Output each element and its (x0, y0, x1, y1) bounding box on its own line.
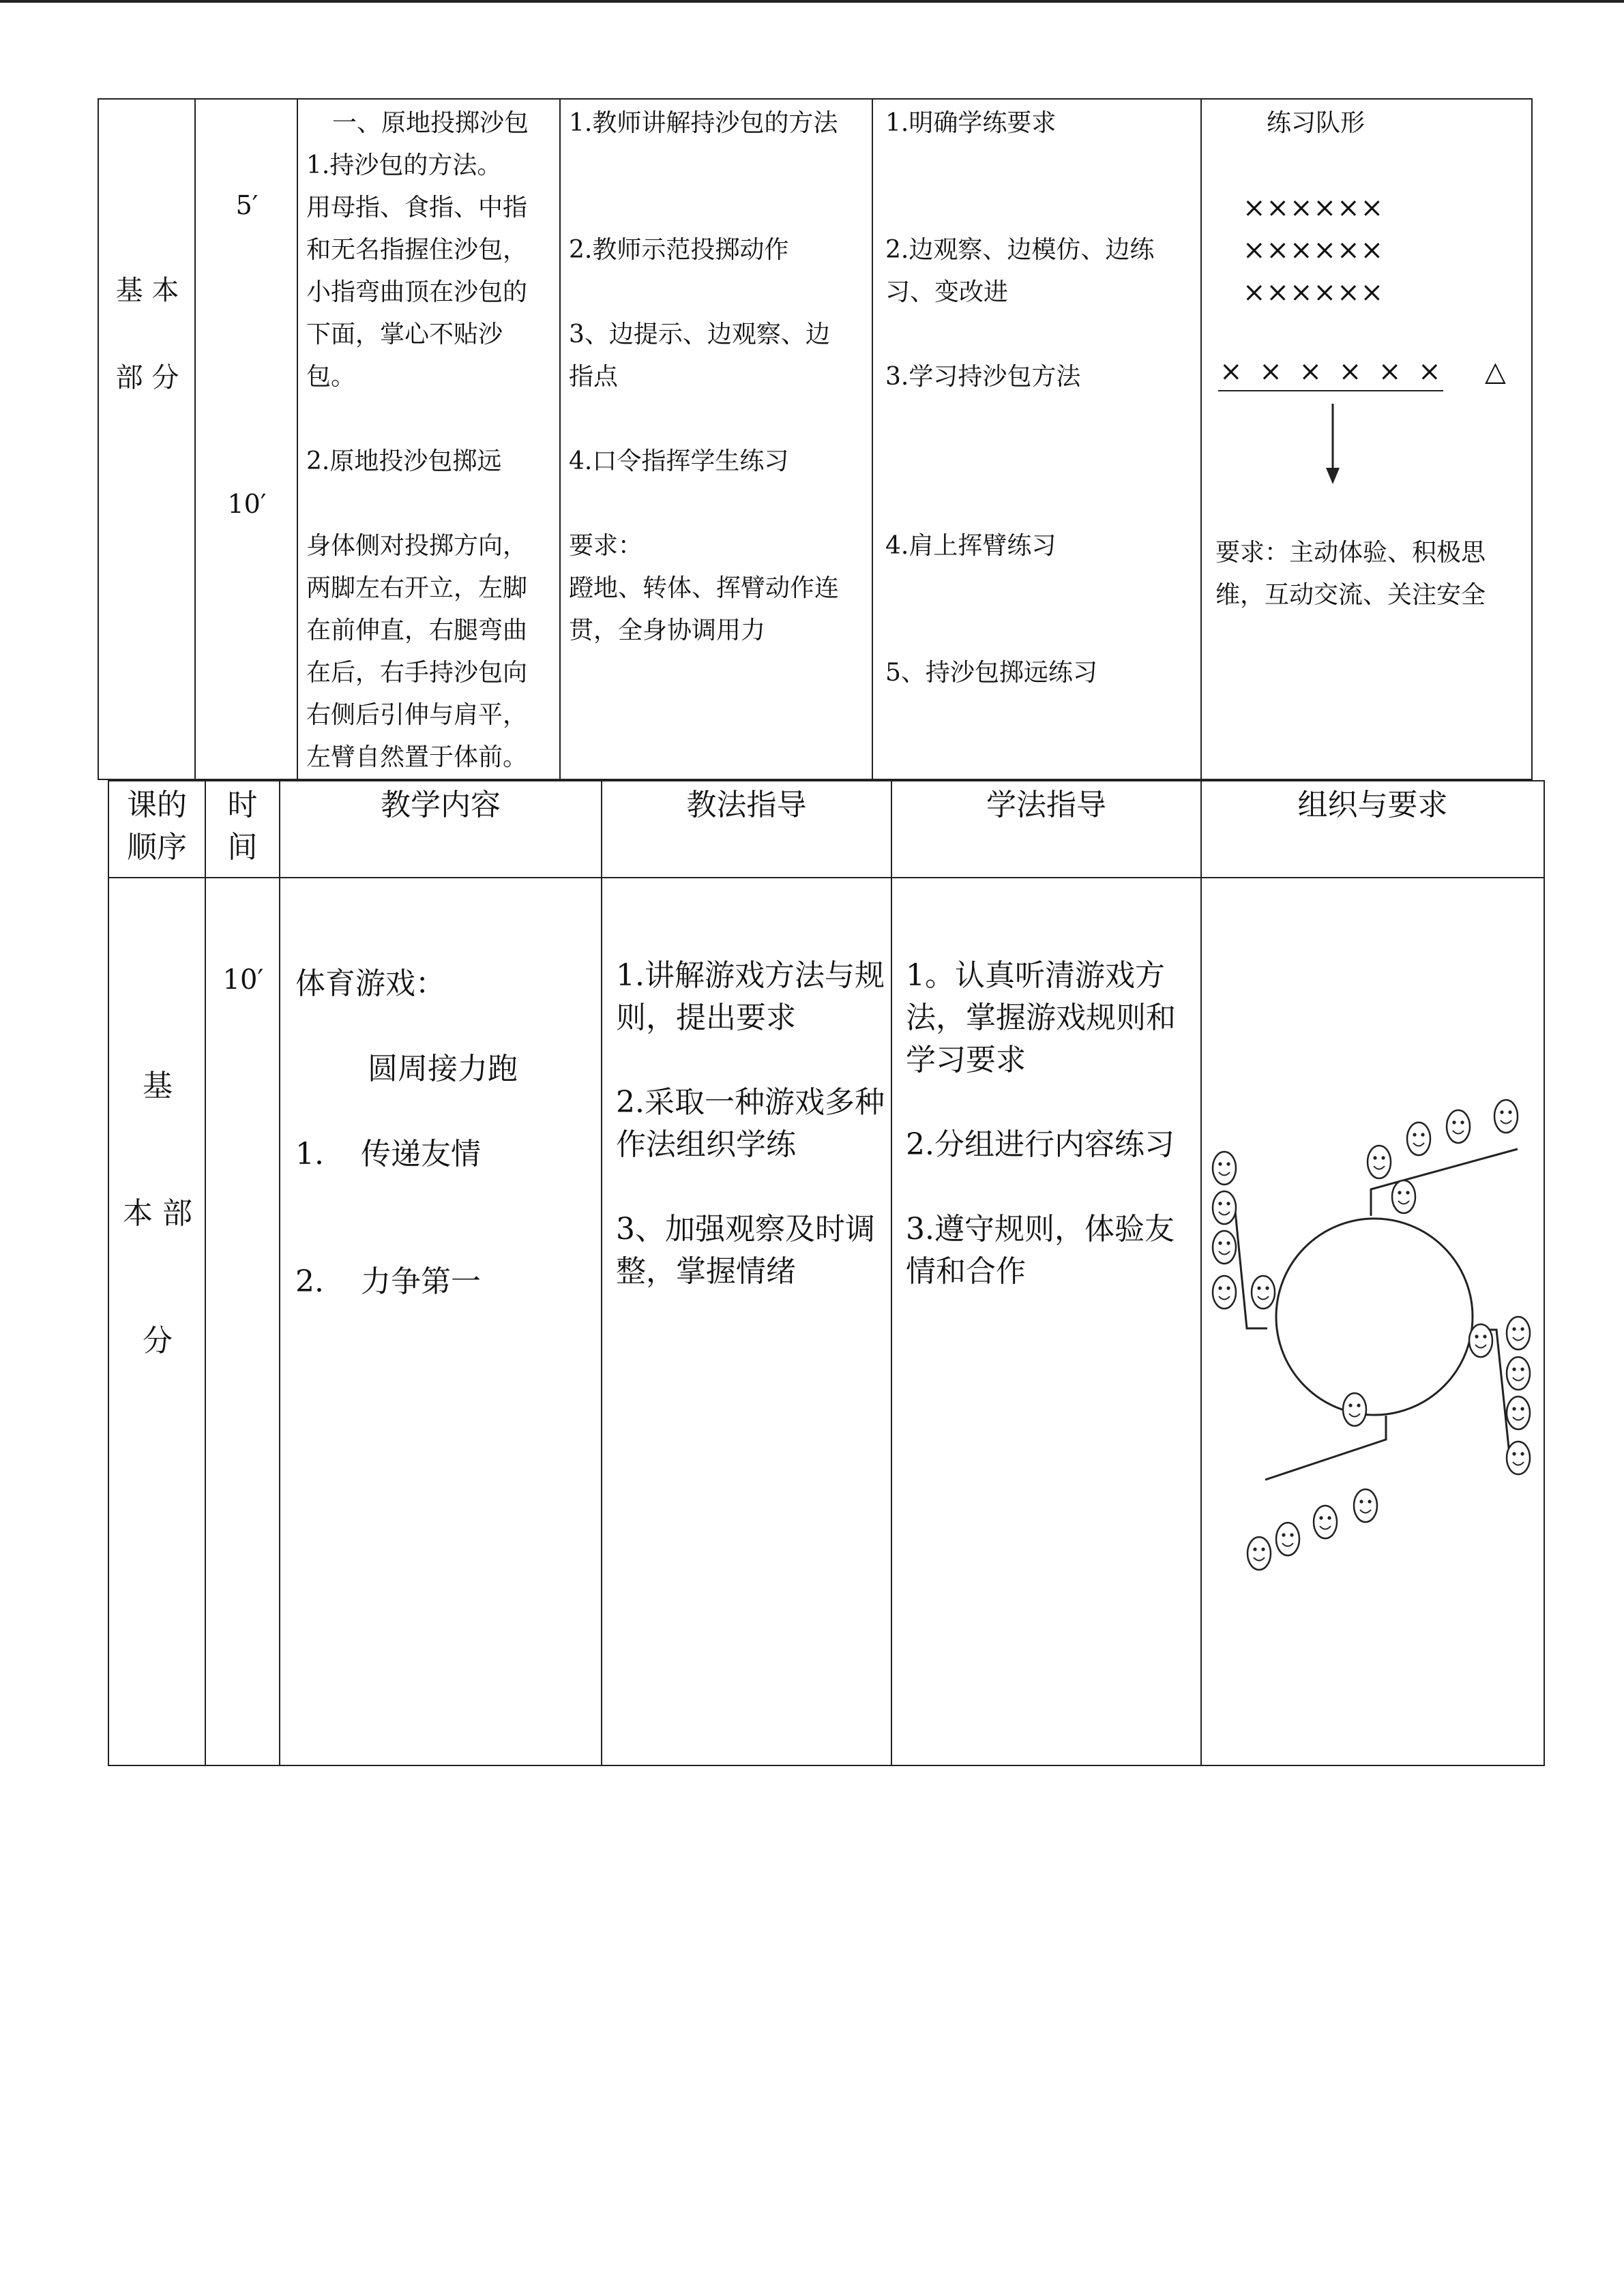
content-item2-heading: 2.原地投沙包掷远 (306, 447, 502, 475)
method-cell (602, 878, 891, 1765)
teaching-method-cell (560, 99, 872, 779)
content-cell (297, 99, 560, 779)
game-subtitle: 圆周接力跑 (368, 1052, 518, 1086)
content-item2-line: 身体侧对投掷方向， (306, 532, 528, 560)
formation-row: ×××××× (1243, 235, 1385, 266)
time-value-1: 5′ (235, 190, 259, 220)
teacher-triangle-icon: △ (1485, 356, 1506, 387)
lane-line-top (1371, 1149, 1518, 1216)
study-step3: 情和合作 (906, 1254, 1026, 1289)
organization-cell (1201, 99, 1532, 779)
student-smiley-icon (1447, 1110, 1470, 1143)
content-item1-line: 用母指、食指、中指 (306, 194, 528, 222)
study-step3: 3.遵守规则，体验友 (906, 1212, 1175, 1247)
student-smiley-icon (1507, 1357, 1530, 1390)
method-block (616, 955, 885, 1293)
header-content (280, 781, 602, 878)
teaching-step1: 1.教师讲解持沙包的方法 (569, 109, 838, 137)
lesson-table-part1 (98, 98, 1533, 780)
method-step2: 作法组织学练 (616, 1127, 796, 1162)
organization-cell (1201, 878, 1544, 1765)
header-time-line2: 间 (227, 830, 258, 865)
time-value-2: 10′ (227, 489, 267, 519)
relay-circle (1276, 1219, 1473, 1415)
content-item2-line: 左臂自然置于体前。 (306, 743, 528, 771)
content-block (306, 102, 529, 779)
student-smiley-icon (1213, 1152, 1236, 1184)
header-order-label (109, 781, 205, 869)
section-cell (98, 99, 195, 779)
header-content-label: 教学内容 (381, 788, 501, 822)
student-smiley-icon (1392, 1180, 1415, 1213)
section-label-line2: 本 部 (123, 1196, 192, 1231)
student-smiley-icon (1368, 1146, 1391, 1178)
header-time (205, 781, 280, 878)
study-cell (891, 878, 1201, 1765)
section-label (99, 270, 196, 398)
student-smiley-icon (1507, 1397, 1530, 1429)
content-item2-line: 在后，右手持沙包向 (306, 659, 528, 687)
game-item-text: 传递友情 (360, 1137, 481, 1172)
content-item1-heading: 1.持沙包的方法。 (306, 151, 502, 179)
teaching-step3: 指点 (569, 363, 619, 391)
circle-relay-diagram (1202, 878, 1545, 1768)
section-cell (108, 878, 205, 1765)
student-smiley-icon (1252, 1276, 1275, 1309)
throw-line (1218, 390, 1443, 391)
content-title: 一、原地投掷沙包 (332, 109, 529, 137)
header-time-label (206, 781, 279, 869)
game-item-number: 1. (295, 1137, 324, 1172)
content-item2-line: 在前伸直，右腿弯曲 (306, 616, 528, 644)
page-top-rule (0, 0, 1624, 3)
study-block (906, 955, 1176, 1293)
formation-title: 练习队形 (1267, 109, 1365, 137)
study-step2: 2.分组进行内容练习 (906, 1127, 1175, 1162)
section-label-line1: 基 (143, 1069, 173, 1103)
formation-row: ×××××× (1243, 192, 1385, 224)
content-item1-line: 包。 (306, 363, 356, 391)
student-smiley-icon (1469, 1324, 1492, 1357)
lane-line-bottom (1265, 1416, 1386, 1480)
student-smiley-icon (1213, 1276, 1236, 1309)
student-smiley-icon (1276, 1523, 1299, 1555)
header-org (1201, 781, 1544, 878)
formation-rows (1243, 187, 1384, 314)
student-smiley-icon (1407, 1122, 1430, 1155)
study-step1: 1。认真听清游戏方 (906, 958, 1165, 993)
student-smiley-icon (1507, 1442, 1530, 1474)
learning-step3: 3.学习持沙包方法 (885, 363, 1081, 391)
content-item2-line: 右侧后引伸与肩平， (306, 701, 528, 729)
formation-line-row: × × × × × × (1220, 356, 1445, 387)
student-smiley-icon (1247, 1537, 1271, 1570)
section-label-line1: 基 本 (115, 275, 179, 306)
header-order-line1: 课的 (127, 788, 187, 822)
time-value: 10′ (222, 964, 264, 996)
learning-step2: 习、变改进 (885, 278, 1009, 306)
time-cell (205, 878, 280, 1765)
method-step1: 则，提出要求 (616, 1000, 796, 1035)
header-method (602, 781, 891, 878)
game-item-number: 2. (295, 1264, 324, 1299)
learning-step2: 2.边观察、边模仿、边练 (885, 236, 1155, 264)
game-item-2 (295, 1257, 481, 1300)
formation-requirement-line: 维，互动交流、关注安全 (1215, 581, 1486, 609)
lesson-table-part2 (108, 780, 1545, 1766)
teaching-step3: 3、边提示、边观察、边 (569, 320, 830, 348)
formation-requirement-line: 要求：主动体验、积极思 (1215, 539, 1486, 567)
student-smiley-icon (1213, 1231, 1236, 1264)
content-item1-line: 和无名指握住沙包， (306, 236, 528, 264)
learning-block (885, 102, 1154, 694)
formation-requirement (1215, 532, 1486, 616)
header-study-label: 学法指导 (986, 788, 1106, 822)
teaching-block (569, 102, 839, 652)
down-arrow-icon (1325, 404, 1341, 486)
game-title: 体育游戏： (295, 966, 445, 1001)
method-step3: 3、加强观察及时调 (616, 1212, 875, 1247)
student-smiley-icon (1354, 1489, 1377, 1522)
learning-step4: 4.肩上挥臂练习 (885, 532, 1057, 560)
teaching-requirement-text: 蹬地、转体、挥臂动作连 (569, 574, 840, 602)
game-item-text: 力争第一 (360, 1264, 481, 1299)
study-step1: 学习要求 (906, 1043, 1026, 1077)
game-item-1 (295, 1129, 481, 1173)
student-smiley-icon (1343, 1393, 1366, 1426)
section-label-line3: 分 (143, 1324, 173, 1358)
content-item2-line: 两脚左右开立，左脚 (306, 574, 528, 602)
learning-method-cell (872, 99, 1201, 779)
header-order-line2: 顺序 (127, 830, 187, 865)
student-smiley-icon (1494, 1100, 1518, 1133)
time-cell (195, 99, 297, 779)
formation-row: ×××××× (1243, 277, 1385, 308)
section-label-line2: 部 分 (115, 362, 179, 393)
teaching-step4: 4.口令指挥学生练习 (569, 447, 789, 475)
teaching-requirement-text: 贯，全身协调用力 (569, 616, 766, 644)
content-cell (280, 878, 602, 1765)
learning-step1: 1.明确学练要求 (885, 109, 1057, 137)
student-smiley-icon (1314, 1506, 1337, 1538)
teaching-requirement-label: 要求： (569, 532, 643, 560)
student-smiley-icon (1213, 1191, 1236, 1224)
method-step1: 1.讲解游戏方法与规 (616, 958, 885, 993)
content-item1-line: 小指弯曲顶在沙包的 (306, 278, 528, 306)
header-time-line1: 时 (227, 788, 258, 822)
method-step3: 整，掌握情绪 (616, 1254, 796, 1289)
content-item1-line: 下面，掌心不贴沙 (306, 320, 503, 348)
learning-step5: 5、持沙包掷远练习 (885, 659, 1097, 687)
teaching-step2: 2.教师示范投掷动作 (569, 236, 789, 264)
study-step1: 法，掌握游戏规则和 (906, 1000, 1176, 1035)
student-smiley-icon (1507, 1317, 1530, 1350)
method-step2: 2.采取一种游戏多种 (616, 1085, 885, 1120)
header-order (108, 781, 205, 878)
header-org-label: 组织与要求 (1297, 788, 1448, 822)
lane-line-left (1235, 1204, 1267, 1328)
header-method-label: 教法指导 (686, 788, 807, 822)
header-study (891, 781, 1201, 878)
